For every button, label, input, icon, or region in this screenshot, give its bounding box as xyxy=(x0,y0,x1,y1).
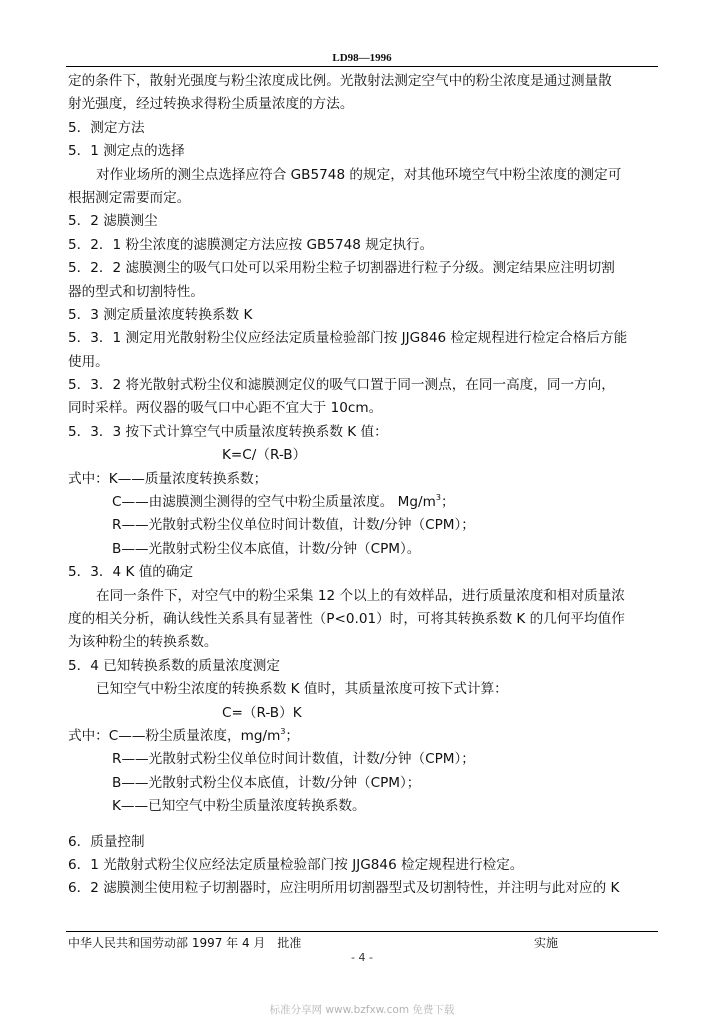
footer-divider xyxy=(66,931,658,932)
formula: K=C/（R-B） xyxy=(222,447,307,464)
formula: C=（R-B）K xyxy=(222,704,302,721)
paragraph-line: 6．1 光散射式粉尘仪应经法定质量检验部门按 JJG846 检定规程进行检定。 xyxy=(68,856,524,873)
approval-note: 中华人民共和国劳动部 1997 年 4 月 批准 xyxy=(68,936,302,950)
definition-line: B——光散射式粉尘仪本底值，计数/分钟（CPM）。 xyxy=(112,540,421,557)
paragraph-line: 使用。 xyxy=(68,353,109,370)
definition-line: 式中：K——质量浓度转换系数； xyxy=(68,470,268,487)
paragraph-line: 6．2 滤膜测尘使用粒子切割器时，应注明所用切割器型式及切割特性，并注明与此对应的 K xyxy=(68,880,620,897)
paragraph-line: 根据测定需要而定。 xyxy=(68,189,191,206)
paragraph-line: 在同一条件下，对空气中的粉尘采集 12 个以上的有效样品，进行质量浓度和相对质量浓 xyxy=(96,587,625,604)
paragraph-line: 已知空气中粉尘浓度的转换系数 K 值时，其质量浓度可按下式计算： xyxy=(96,681,508,698)
implementation-note: 实施 xyxy=(534,936,559,950)
paragraph-line: 同时采样。两仪器的吸气口中心距不宜大于 10cm。 xyxy=(68,400,383,417)
paragraph-line: 对作业场所的测尘点选择应符合 GB5748 的规定，对其他环境空气中粉尘浓度的测定可 xyxy=(96,166,622,183)
watermark: 标准分享网 www.bzfxw.com 免费下载 xyxy=(269,1004,455,1016)
header-divider xyxy=(66,66,658,67)
section-heading: 5．3 测定质量浓度转换系数 K xyxy=(68,306,253,323)
document-code: LD98—1996 xyxy=(332,52,392,64)
paragraph-line: 5．2．2 滤膜测尘的吸气口处可以采用粉尘粒子切割器进行粒子分级。测定结果应注明切割 xyxy=(68,260,615,277)
definition-line: C——由滤膜测尘测得的空气中粉尘质量浓度。 $Mg/m^3$； xyxy=(112,493,455,511)
document-body xyxy=(68,70,658,901)
section-heading: 5．4 已知转换系数的质量浓度测定 xyxy=(68,657,280,674)
paragraph-line: 为该种粉尘的转换系数。 xyxy=(68,634,218,651)
definition-line: B——光散射式粉尘仪本底值，计数/分钟（CPM）； xyxy=(112,774,421,791)
paragraph-line: 5．2．1 粉尘浓度的滤膜测定方法应按 GB5748 规定执行。 xyxy=(68,236,434,253)
section-heading: 5．3．4 K 值的确定 xyxy=(68,564,194,581)
spacer xyxy=(68,819,658,831)
paragraph-line: 定的条件下，散射光强度与粉尘浓度成比例。光散射法测定空气中的粉尘浓度是通过测量散 xyxy=(68,73,612,89)
definition-line: R——光散射式粉尘仪单位时间计数值，计数/分钟（CPM）； xyxy=(112,751,475,768)
section-heading: 5．1 测定点的选择 xyxy=(68,143,185,160)
paragraph-line: 度的相关分析，确认线性关系具有显著性（P<0.01）时，可将其转换系数 K 的几何平均值作 xyxy=(68,610,625,627)
paragraph-line: 5．3．1 测定用光散射粉尘仪应经法定质量检验部门按 JJG846 检定规程进行检定合格后方能 xyxy=(68,330,628,347)
unit-superscript: 3 xyxy=(435,493,441,503)
page-number: - 4 - xyxy=(351,951,373,964)
paragraph-line: 5．3．2 将光散射式粉尘仪和滤膜测定仪的吸气口置于同一测点，在同一高度，同一方向， xyxy=(68,377,615,394)
section-heading: 6．质量控制 xyxy=(68,833,145,850)
paragraph-line: 器的型式和切割特性。 xyxy=(68,283,204,300)
definition-line: R——光散射式粉尘仪单位时间计数值，计数/分钟（CPM）； xyxy=(112,517,475,534)
paragraph-line: 5．3．3 按下式计算空气中质量浓度转换系数 K 值： xyxy=(68,423,388,440)
section-heading: 5．2 滤膜测尘 xyxy=(68,213,158,230)
section-heading: 5．测定方法 xyxy=(68,119,145,136)
paragraph-line: 射光强度，经过转换求得粉尘质量浓度的方法。 xyxy=(68,96,354,113)
unit-superscript: 3 xyxy=(280,726,286,736)
definition-line: K——已知空气中粉尘质量浓度转换系数。 xyxy=(112,798,366,815)
definition-line: 式中：C——粉尘质量浓度，$mg/m^3$； xyxy=(68,726,299,744)
